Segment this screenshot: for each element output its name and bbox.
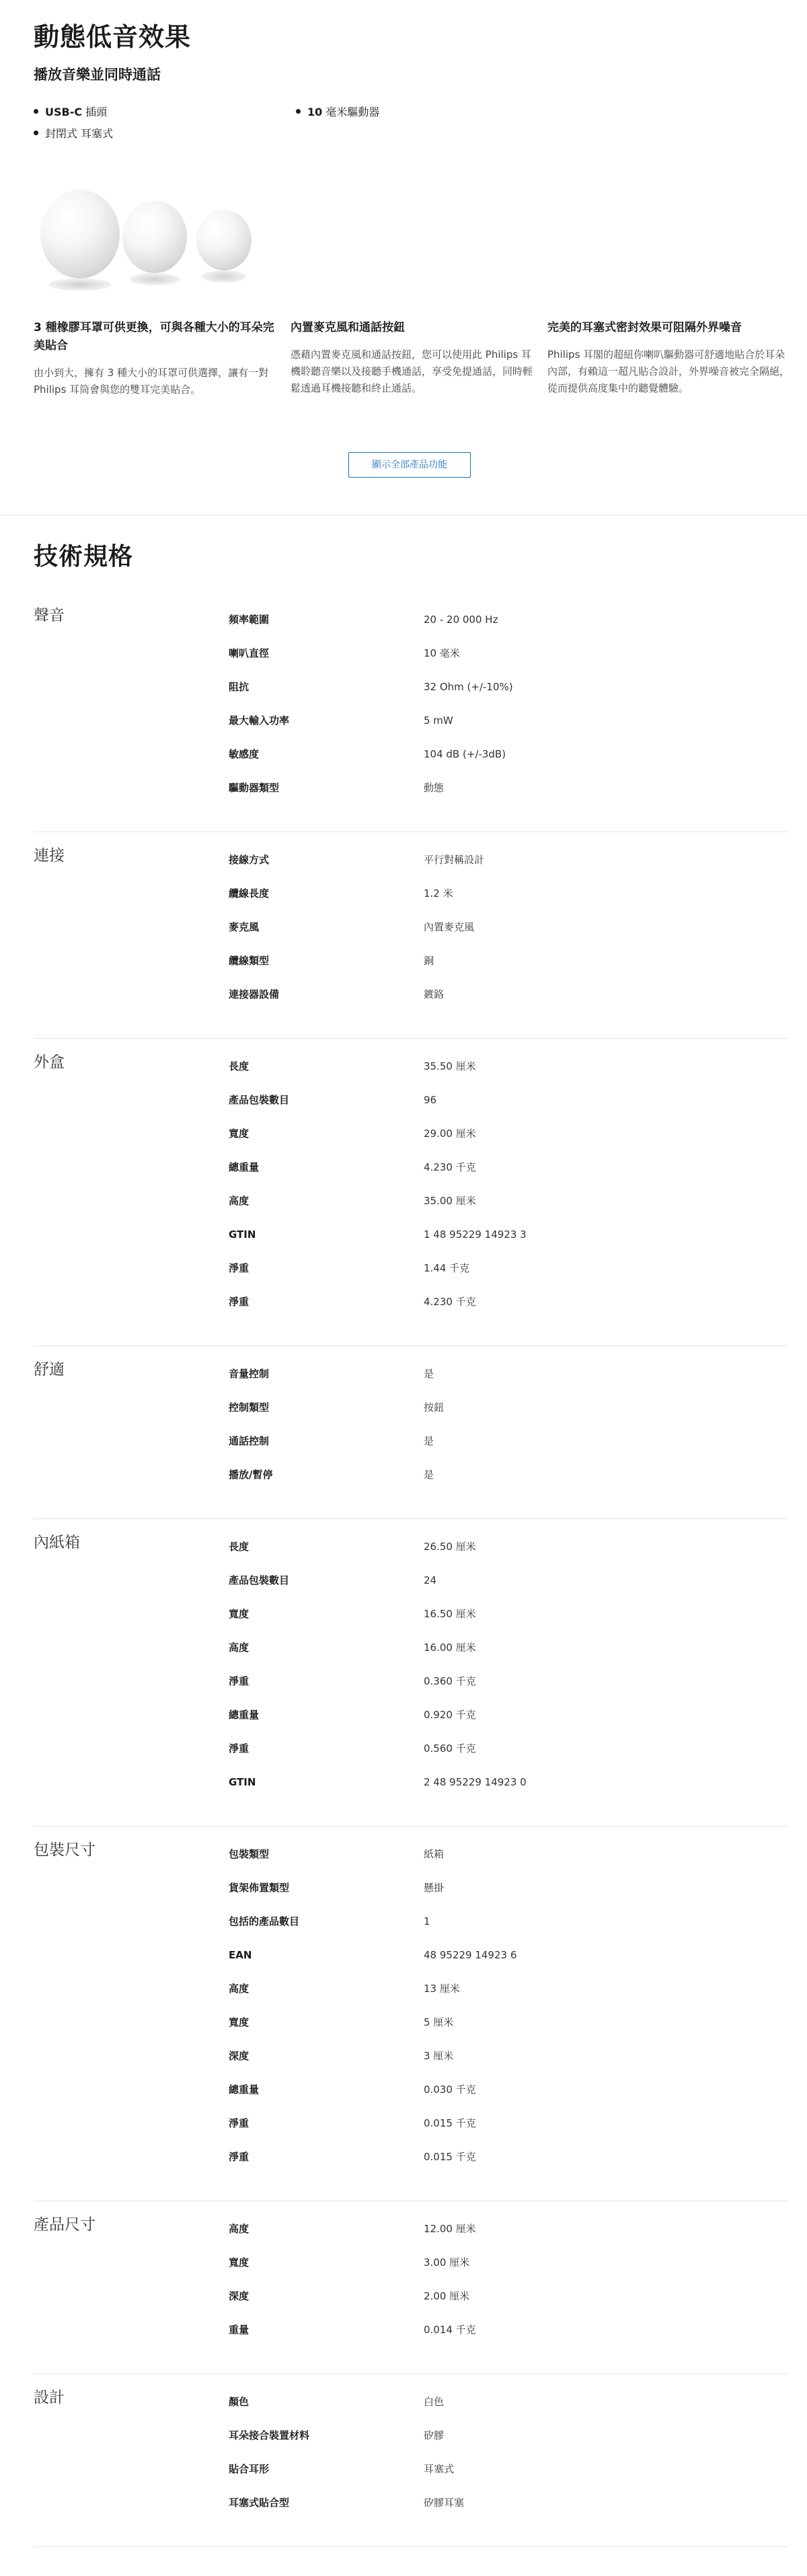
bullet-item: USB-C 插頭	[34, 102, 107, 122]
spec-label: 通話控制	[229, 1435, 270, 1447]
spec-row	[229, 2486, 788, 2519]
spec-value: 0.030 千克	[424, 2084, 476, 2096]
spec-label: 產品包裝數目	[229, 1574, 290, 1586]
spec-label: 淨重	[229, 1262, 249, 1274]
spec-row	[229, 2385, 788, 2419]
spec-row	[229, 2246, 788, 2279]
spec-row	[229, 1732, 788, 1765]
spec-label: 耳塞式貼合型	[229, 2497, 290, 2509]
spec-label: 纜線長度	[229, 887, 270, 899]
spec-row	[229, 1184, 788, 1218]
spec-row	[229, 1083, 788, 1117]
spec-label: 顏色	[229, 2396, 249, 2408]
spec-value: 0.560 千克	[424, 1742, 476, 1755]
spec-row	[229, 2073, 788, 2106]
spec-value: 0.015 千克	[424, 2151, 476, 2163]
spec-row	[229, 1050, 788, 1083]
spec-label: 包括的產品數目	[229, 1915, 300, 1927]
spec-row	[229, 877, 788, 910]
spec-row	[229, 944, 788, 978]
spec-group-title: 包裝尺寸	[34, 1841, 95, 1859]
spec-row	[229, 2106, 788, 2140]
spec-row	[229, 910, 788, 944]
spec-row	[229, 1837, 788, 1871]
spec-value: 16.00 厘米	[424, 1642, 476, 1654]
bullet-item: 封閉式 耳塞式	[34, 124, 113, 144]
spec-value: 矽膠	[424, 2429, 445, 2441]
feature-bullets	[34, 102, 788, 149]
spec-rows	[229, 2385, 788, 2519]
spec-label: 接線方式	[229, 854, 270, 866]
spec-row	[229, 737, 788, 771]
spec-rows	[229, 1050, 788, 1319]
spec-row	[229, 978, 788, 1011]
spec-row	[229, 2313, 788, 2347]
spec-label: 寬度	[229, 1608, 249, 1620]
spec-group-title: 產品尺寸	[34, 2216, 95, 2234]
spec-row	[229, 2452, 788, 2486]
spec-label: 纜線類型	[229, 955, 270, 967]
spec-group	[34, 2374, 788, 2547]
spec-label: GTIN	[229, 1228, 256, 1241]
spec-row	[229, 2212, 788, 2246]
spec-label: 深度	[229, 2050, 249, 2062]
spec-label: 寬度	[229, 2256, 249, 2269]
spec-row	[229, 1765, 788, 1799]
spec-value: 4.230 千克	[424, 1161, 476, 1173]
spec-value: 5 厘米	[424, 2016, 454, 2028]
spec-label: 最大輸入功率	[229, 714, 290, 727]
spec-group	[34, 1827, 788, 2201]
spec-label: 麥克風	[229, 921, 260, 933]
page-subtitle: 播放音樂並同時通話	[34, 67, 161, 83]
spec-label: 寬度	[229, 1128, 249, 1140]
spec-label: 耳朵接合裝置材料	[229, 2429, 310, 2441]
spec-value: 35.50 厘米	[424, 1060, 476, 1072]
spec-row	[229, 1664, 788, 1698]
spec-value: 2.00 厘米	[424, 2290, 470, 2302]
spec-row	[229, 1631, 788, 1664]
spec-label: 產品包裝數目	[229, 1094, 290, 1106]
feature-title: 完美的耳塞式密封效果可阻隔外界噪音	[547, 321, 742, 334]
spec-value: 12.00 厘米	[424, 2223, 476, 2235]
spec-value: 內置麥克風	[424, 921, 475, 933]
spec-value: 48 95229 14923 6	[424, 1949, 517, 1961]
spec-row	[229, 1458, 788, 1492]
spec-row	[229, 1117, 788, 1150]
spec-value: 3 厘米	[424, 2050, 454, 2062]
feature-title: 內置麥克風和通話按鈕	[291, 321, 405, 334]
spec-row	[229, 1357, 788, 1391]
spec-row	[229, 1391, 788, 1424]
spec-value: 32 Ohm (+/-10%)	[424, 681, 513, 693]
spec-rows	[229, 1357, 788, 1492]
spec-label: 播放/暫停	[229, 1469, 273, 1481]
specs-table	[34, 592, 788, 2547]
spec-row	[229, 603, 788, 636]
spec-value: 懸掛	[424, 1882, 445, 1894]
spec-group	[34, 1039, 788, 1346]
spec-value: 104 dB (+/-3dB)	[424, 748, 506, 760]
feature-ear-tips	[34, 319, 276, 398]
spec-rows	[229, 1837, 788, 2174]
spec-value: 10 毫米	[424, 647, 460, 659]
bullet-item: 10 毫米驅動器	[296, 102, 379, 122]
spec-value: 是	[424, 1368, 434, 1380]
spec-label: 控制類型	[229, 1401, 270, 1413]
spec-row	[229, 1285, 788, 1319]
spec-row	[229, 636, 788, 670]
ear-tips-image	[34, 176, 788, 318]
spec-value: 動態	[424, 782, 445, 794]
spec-label: 高度	[229, 2223, 249, 2235]
spec-value: 紙箱	[424, 1848, 445, 1860]
spec-value: 是	[424, 1469, 434, 1481]
spec-label: 高度	[229, 1642, 249, 1654]
spec-label: 連接器設備	[229, 988, 280, 1000]
spec-value: 是	[424, 1435, 434, 1447]
spec-group	[34, 592, 788, 832]
spec-row	[229, 1563, 788, 1597]
spec-group-title: 設計	[34, 2389, 65, 2406]
spec-row	[229, 1597, 788, 1631]
spec-label: 高度	[229, 1195, 249, 1207]
bullet-dot-icon	[34, 109, 38, 114]
spec-label: 淨重	[229, 1742, 249, 1755]
spec-value: 0.014 千克	[424, 2324, 476, 2336]
spec-label: 高度	[229, 1983, 249, 1995]
spec-label: 重量	[229, 2324, 249, 2336]
spec-value: 20 - 20 000 Hz	[424, 614, 498, 626]
spec-row	[229, 1871, 788, 1905]
spec-row	[229, 1972, 788, 2005]
ear-tip-small	[196, 210, 252, 270]
spec-label: 總重量	[229, 1709, 260, 1721]
spec-rows	[229, 1530, 788, 1799]
spec-row	[229, 2419, 788, 2452]
spec-label: 驅動器類型	[229, 782, 280, 794]
spec-value: 29.00 厘米	[424, 1128, 476, 1140]
spec-label: 頻率範圍	[229, 614, 270, 626]
spec-label: GTIN	[229, 1776, 256, 1788]
spec-row	[229, 2005, 788, 2039]
spec-row	[229, 1938, 788, 1972]
spec-value: 鍍鉻	[424, 988, 445, 1000]
spec-group-title: 內紙箱	[34, 1534, 80, 1551]
spec-value: 銅	[424, 955, 434, 967]
spec-value: 2 48 95229 14923 0	[424, 1776, 527, 1788]
bullet-dot-icon	[34, 131, 38, 135]
spec-value: 26.50 厘米	[424, 1541, 476, 1553]
spec-value: 平行對稱設計	[424, 854, 485, 866]
spec-group	[34, 832, 788, 1039]
spec-value: 耳塞式	[424, 2463, 455, 2475]
spec-value: 白色	[424, 2396, 445, 2408]
spec-value: 按鈕	[424, 1401, 445, 1413]
spec-label: 敏感度	[229, 748, 260, 760]
spec-value: 5 mW	[424, 714, 453, 727]
page-title: 動態低音效果	[34, 22, 192, 52]
spec-rows	[229, 2212, 788, 2347]
spec-row	[229, 2039, 788, 2073]
spec-group	[34, 1346, 788, 1519]
spec-label: 總重量	[229, 2084, 260, 2096]
spec-group-title: 舒適	[34, 1361, 65, 1378]
feature-body: 由小到大，擁有 3 種大小的耳罩可供選擇，讓有一對 Philips 耳筒會與您的雙耳完美貼合。	[34, 367, 269, 396]
spec-row	[229, 704, 788, 737]
spec-value: 13 厘米	[424, 1983, 460, 1995]
specs-title: 技術規格	[34, 543, 134, 571]
spec-label: 貼合耳形	[229, 2463, 270, 2475]
spec-value: 35.00 厘米	[424, 1195, 476, 1207]
spec-group-title: 外盒	[34, 1054, 65, 1071]
spec-value: 3.00 厘米	[424, 2256, 470, 2269]
spec-row	[229, 1251, 788, 1285]
feature-columns	[34, 319, 788, 460]
spec-label: 淨重	[229, 2151, 249, 2163]
spec-label: 寬度	[229, 2016, 249, 2028]
ear-tip-medium	[122, 200, 187, 273]
spec-value: 1.2 米	[424, 887, 453, 899]
ear-tip-large	[40, 190, 120, 279]
spec-row	[229, 843, 788, 877]
spec-value: 0.015 千克	[424, 2117, 476, 2129]
spec-row	[229, 1698, 788, 1732]
spec-row	[229, 2279, 788, 2313]
feature-microphone	[291, 319, 533, 397]
spec-row	[229, 1424, 788, 1458]
spec-row	[229, 771, 788, 805]
spec-value: 4.230 千克	[424, 1296, 476, 1308]
spec-value: 1	[424, 1915, 430, 1927]
feature-title: 3 種橡膠耳罩可供更換，可與各種大小的耳朵完美貼合	[34, 321, 274, 353]
spec-row	[229, 670, 788, 704]
spec-label: 長度	[229, 1060, 249, 1072]
spec-label: 包裝類型	[229, 1848, 270, 1860]
features-section	[34, 0, 790, 470]
spec-label: 喇叭直徑	[229, 647, 270, 659]
spec-label: 深度	[229, 2290, 249, 2302]
spec-group	[34, 1519, 788, 1827]
spec-value: 0.920 千克	[424, 1709, 476, 1721]
spec-label: 淨重	[229, 1296, 249, 1308]
spec-group-title: 聲音	[34, 607, 65, 624]
spec-value: 96	[424, 1094, 437, 1106]
spec-row	[229, 1530, 788, 1563]
spec-label: 淨重	[229, 1675, 249, 1687]
spec-value: 1.44 千克	[424, 1262, 470, 1274]
spec-value: 矽膠耳塞	[424, 2497, 465, 2509]
spec-rows	[229, 843, 788, 1011]
spec-label: 總重量	[229, 1161, 260, 1173]
spec-row	[229, 1218, 788, 1251]
spec-label: 淨重	[229, 2117, 249, 2129]
spec-value: 0.360 千克	[424, 1675, 476, 1687]
spec-label: EAN	[229, 1949, 252, 1961]
show-all-features-button[interactable]: 顯示全部產品功能	[348, 452, 471, 478]
spec-row	[229, 1150, 788, 1184]
feature-body: 憑藉內置麥克風和通話按鈕，您可以使用此 Philips 耳機聆聽音樂以及接聽手機通話，享受免提通話，同時輕鬆透過耳機接聽和終止通話。	[291, 348, 533, 394]
spec-label: 長度	[229, 1541, 249, 1553]
spec-value: 1 48 95229 14923 3	[424, 1228, 527, 1241]
spec-group-title: 連接	[34, 847, 65, 864]
feature-noise-isolation	[547, 319, 790, 397]
spec-row	[229, 2140, 788, 2174]
spec-value: 16.50 厘米	[424, 1608, 476, 1620]
spec-row	[229, 1905, 788, 1938]
spec-rows	[229, 603, 788, 805]
spec-label: 音量控制	[229, 1368, 270, 1380]
spec-value: 24	[424, 1574, 437, 1586]
spec-group	[34, 2201, 788, 2374]
spec-label: 貨架佈置類型	[229, 1882, 290, 1894]
bullet-dot-icon	[296, 109, 301, 114]
spec-label: 阻抗	[229, 681, 249, 693]
feature-body: Philips 耳閣的超紐你喇叭驅動器可舒適地貼合於耳朵內部，有賴這一超凡貼合設計，外界噪音被完全隔絕，從而提供高度集中的聽覺體驗。	[547, 348, 790, 394]
